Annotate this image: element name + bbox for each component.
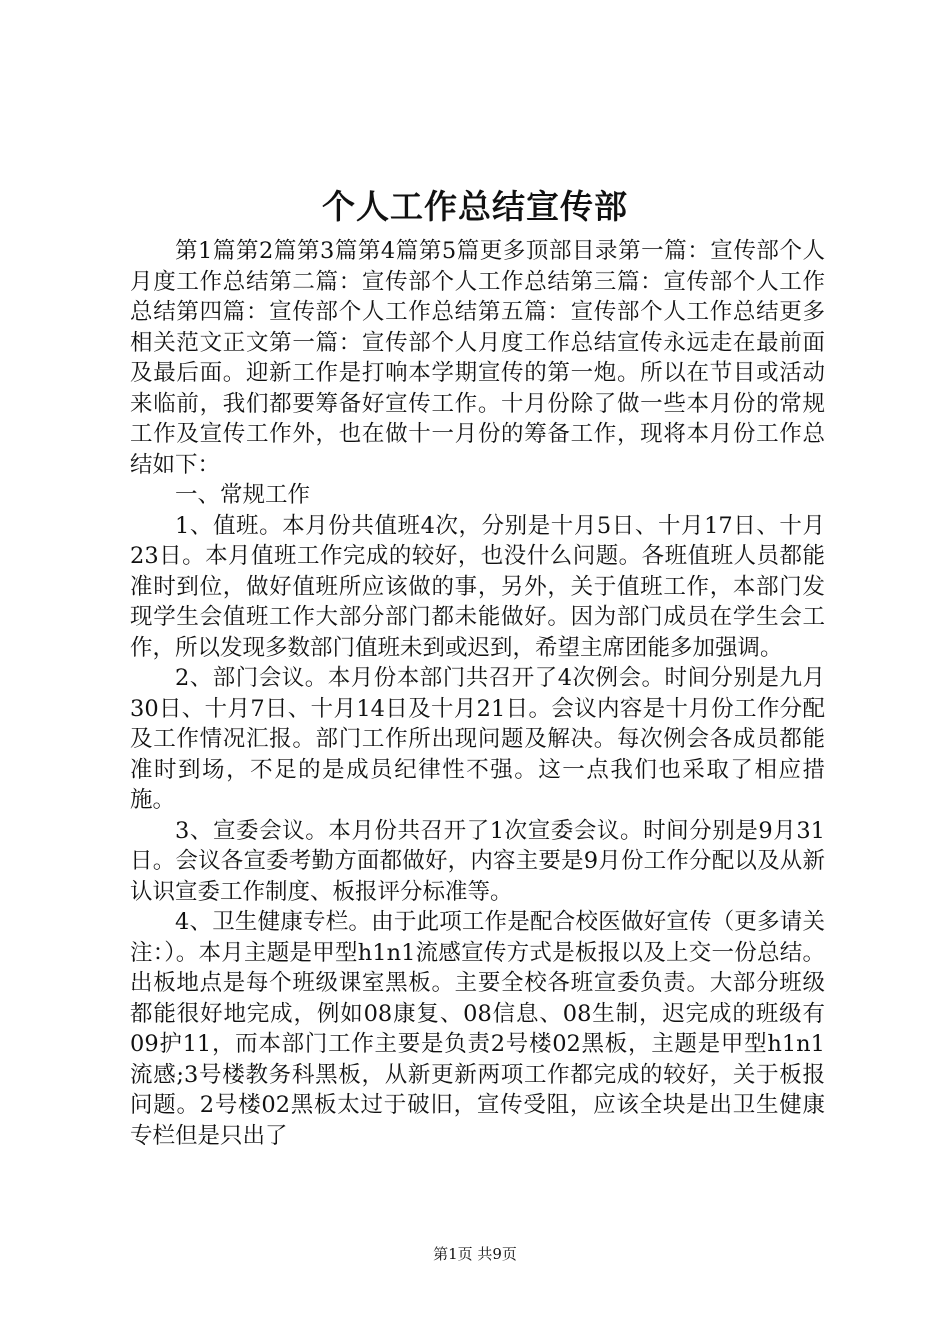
- page-total: 共9页: [477, 1245, 517, 1263]
- body-paragraph-duty: 1、值班。本月份共值班4次，分别是十月5日、十月17日、十月23日。本月值班工作完成的较好，也没什么问题。各班值班人员都能准时到位，做好值班所应该做的事，另外，关于值班工作，本部门发现学生会值班工作大部分部门都未能做好。因为部门成员在学生会工作，所以发现多数部门值班未到或迟到，希望主席团能多加强调。: [130, 512, 825, 661]
- page-number: 第1页: [433, 1245, 473, 1263]
- body-paragraph-health-column: 4、卫生健康专栏。由于此项工作是配合校医做好宣传（更多请关注：）。本月主题是甲型h1n1流感宣传方式是板报以及上交一份总结。出板地点是每个班级课室黑板。主要全校各班宣委负责。大部分班级都能很好地完成，例如08康复、08信息、08生制，迟完成的班级有09护11，而本部门工作主要是负责2号楼02黑板，主题是甲型h1n1流感;3号楼教务科黑板，从新更新两项工作都完成的较好，关于板报问题。2号楼02黑板太过于破旧，宣传受阻，应该全块是出卫生健康专栏但是只出了: [130, 909, 825, 1149]
- document-title: 个人工作总结宣传部: [322, 187, 628, 226]
- body-paragraph-department-meeting: 2、部门会议。本月份本部门共召开了4次例会。时间分别是九月30日、十月7日、十月14日及十月21日。会议内容是十月份工作分配及工作情况汇报。部门工作所出现问题及解决。每次例会各成员都能准时到场，不足的是成员纪律性不强。这一点我们也采取了相应措施。: [130, 665, 825, 813]
- page-footer: [0, 1244, 950, 1264]
- document-body: [130, 236, 825, 1151]
- body-paragraph-publicity-meeting: 3、宣委会议。本月份共召开了1次宣委会议。时间分别是9月31日。会议各宣委考勤方面都做好，内容主要是9月份工作分配以及从新认识宣委工作制度、板报评分标准等。: [130, 817, 825, 905]
- body-paragraph-intro: 第1篇第2篇第3篇第4篇第5篇更多顶部目录第一篇：宣传部个人月度工作总结第二篇：宣传部个人工作总结第三篇：宣传部个人工作总结第四篇：宣传部个人工作总结第五篇：宣传部个人工作总结更多相关范文正文第一篇：宣传部个人月度工作总结宣传永远走在最前面及最后面。迎新工作是打响本学期宣传的第一炮。所以在节目或活动来临前，我们都要筹备好宣传工作。十月份除了做一些本月份的常规工作及宣传工作外，也在做十一月份的筹备工作，现将本月份工作总结如下：: [130, 238, 825, 478]
- section-heading-routine-work: 一、常规工作: [175, 482, 311, 508]
